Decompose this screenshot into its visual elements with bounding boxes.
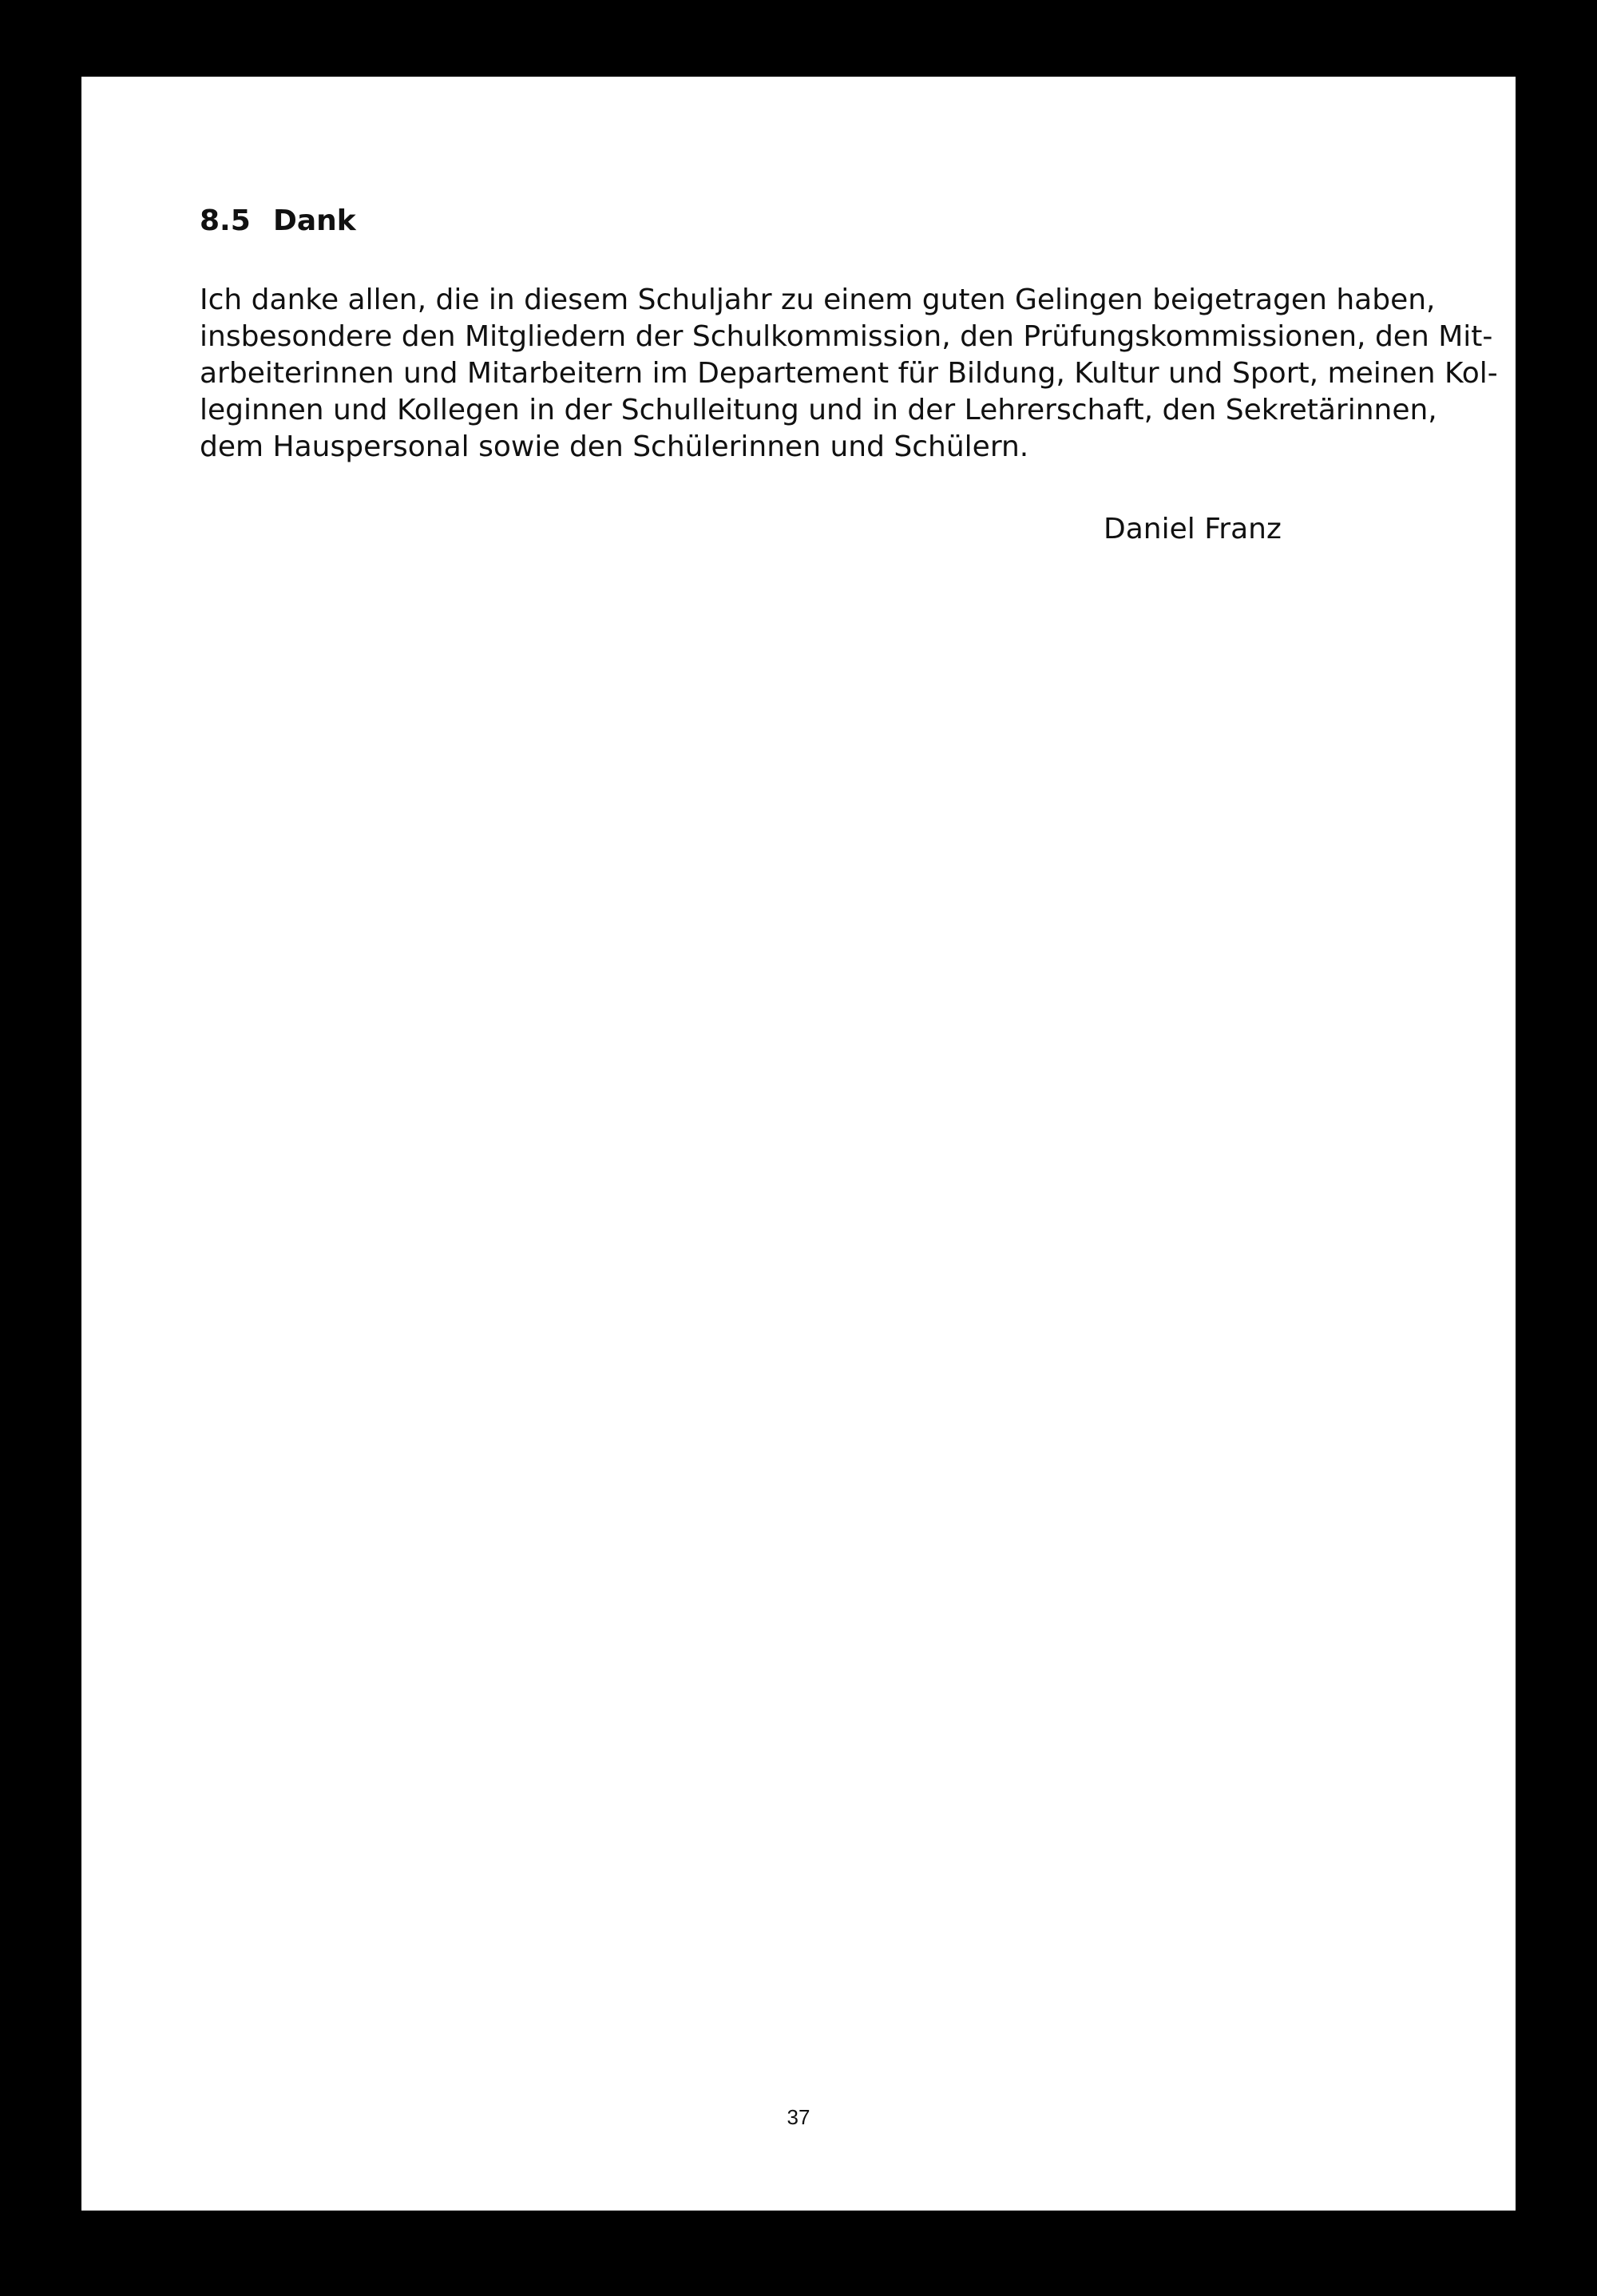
paragraph-line: Ich danke allen, die in diesem Schuljahr zu einem guten Gelingen beigetragen haben, — [200, 284, 1436, 316]
paragraph-line: dem Hauspersonal sowie den Schülerinnen und Schülern. — [200, 430, 1029, 463]
section-heading — [200, 204, 356, 237]
paragraph-line: insbesondere den Mitgliedern der Schulkommission, den Prüfungskommissionen, den Mit- — [200, 320, 1493, 353]
section-title: Dank — [273, 204, 356, 237]
acknowledgement-paragraph — [200, 282, 1498, 466]
section-number: 8.5 — [200, 204, 251, 237]
paragraph-line: leginnen und Kollegen in der Schulleitung und in der Lehrerschaft, den Sekretärinnen, — [200, 394, 1437, 426]
page-number: 37 — [787, 2105, 810, 2129]
document-page — [81, 77, 1516, 2211]
signature: Daniel Franz — [1104, 513, 1282, 545]
paragraph-line: arbeiterinnen und Mitarbeitern im Departement für Bildung, Kultur und Sport, meinen Kol- — [200, 357, 1498, 390]
